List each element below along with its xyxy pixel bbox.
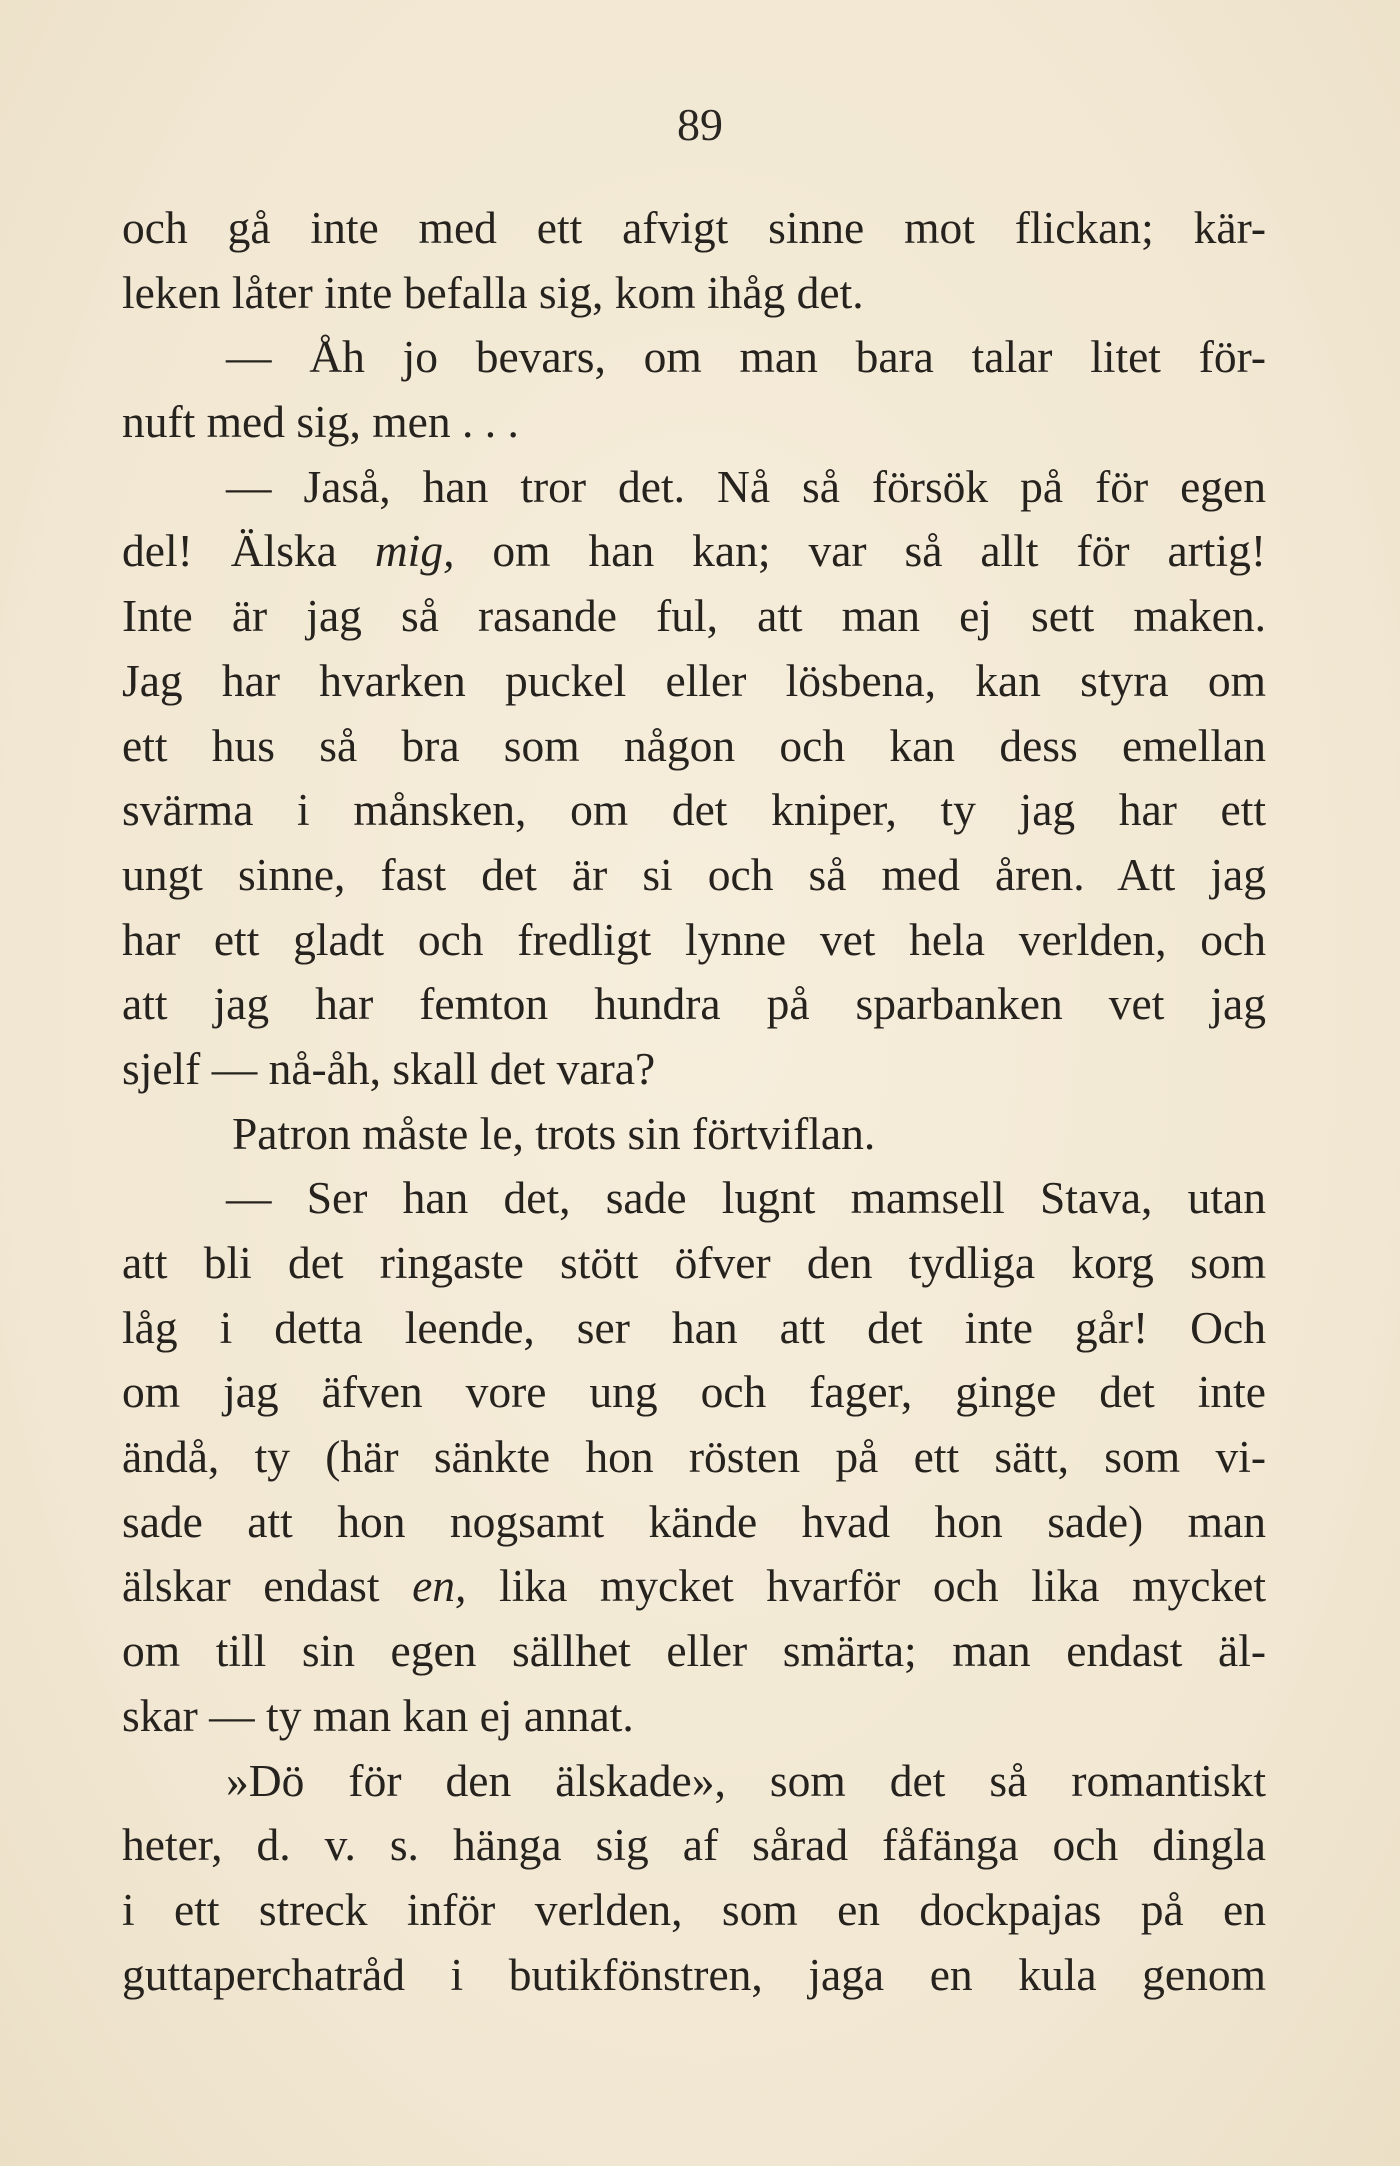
body-text bbox=[122, 196, 1266, 2007]
text-line: Inte är jag så rasande ful, att man ej sett maken. bbox=[122, 590, 1266, 642]
text-segment: del! Älska bbox=[122, 525, 375, 577]
text-line: har ett gladt och fredligt lynne vet hela verlden, och bbox=[122, 913, 1266, 965]
text-line: svärma i månsken, om det kniper, ty jag har ett bbox=[122, 784, 1266, 836]
text-line bbox=[122, 1554, 1266, 1619]
text-line: skar — ty man kan ej annat. bbox=[122, 1689, 634, 1741]
text-line: »Dö för den älskade», som det så romantiskt bbox=[226, 1754, 1266, 1806]
text-line: om till sin egen sällhet eller smärta; man endast äl- bbox=[122, 1625, 1266, 1677]
text-line: ett hus så bra som någon och kan dess emellan bbox=[122, 719, 1266, 771]
text-line: att jag har femton hundra på sparbanken vet jag bbox=[122, 978, 1266, 1030]
text-line: sade att hon nogsamt kände hvad hon sade) man bbox=[122, 1495, 1266, 1547]
text-line: nuft med sig, men . . . bbox=[122, 396, 519, 448]
text-line: Jag har hvarken puckel eller lösbena, kan styra om bbox=[122, 654, 1266, 706]
text-line: ungt sinne, fast det är si och så med åren. Att jag bbox=[122, 848, 1266, 900]
page-number: 89 bbox=[677, 99, 723, 150]
text-segment: lika mycket hvarför och lika mycket bbox=[466, 1560, 1266, 1612]
emphasis-text: mig, bbox=[374, 525, 455, 577]
text-line: ändå, ty (här sänkte hon rösten på ett sätt, som vi- bbox=[122, 1431, 1266, 1483]
text-line bbox=[122, 519, 1266, 584]
text-line: — Ser han det, sade lugnt mamsell Stava, utan bbox=[226, 1172, 1266, 1224]
text-line: om jag äfven vore ung och fager, ginge det inte bbox=[122, 1366, 1266, 1418]
text-line: sjelf — nå-åh, skall det vara? bbox=[122, 1042, 656, 1094]
text-line: Patron måste le, trots sin förtviflan. bbox=[232, 1107, 876, 1159]
text-line: i ett streck inför verlden, som en dockpajas på en bbox=[122, 1883, 1266, 1935]
text-line: leken låter inte befalla sig, kom ihåg det. bbox=[122, 266, 864, 318]
text-line: — Jaså, han tror det. Nå så försök på för egen bbox=[226, 460, 1266, 512]
text-line: heter, d. v. s. hänga sig af sårad fåfänga och dingla bbox=[122, 1819, 1266, 1871]
text-line: låg i detta leende, ser han att det inte går! Och bbox=[122, 1301, 1266, 1353]
text-segment: om han kan; var så allt för artig! bbox=[454, 525, 1266, 577]
text-segment: älskar endast bbox=[122, 1560, 413, 1612]
text-line: guttaperchatråd i butikfönstren, jaga en kula genom bbox=[122, 1948, 1266, 2000]
text-line: och gå inte med ett afvigt sinne mot flickan; kär- bbox=[122, 202, 1266, 253]
text-line: att bli det ringaste stött öfver den tydliga korg som bbox=[122, 1237, 1266, 1288]
text-line: — Åh jo bevars, om man bara talar litet för- bbox=[226, 331, 1266, 383]
emphasis-text: en, bbox=[412, 1560, 467, 1612]
